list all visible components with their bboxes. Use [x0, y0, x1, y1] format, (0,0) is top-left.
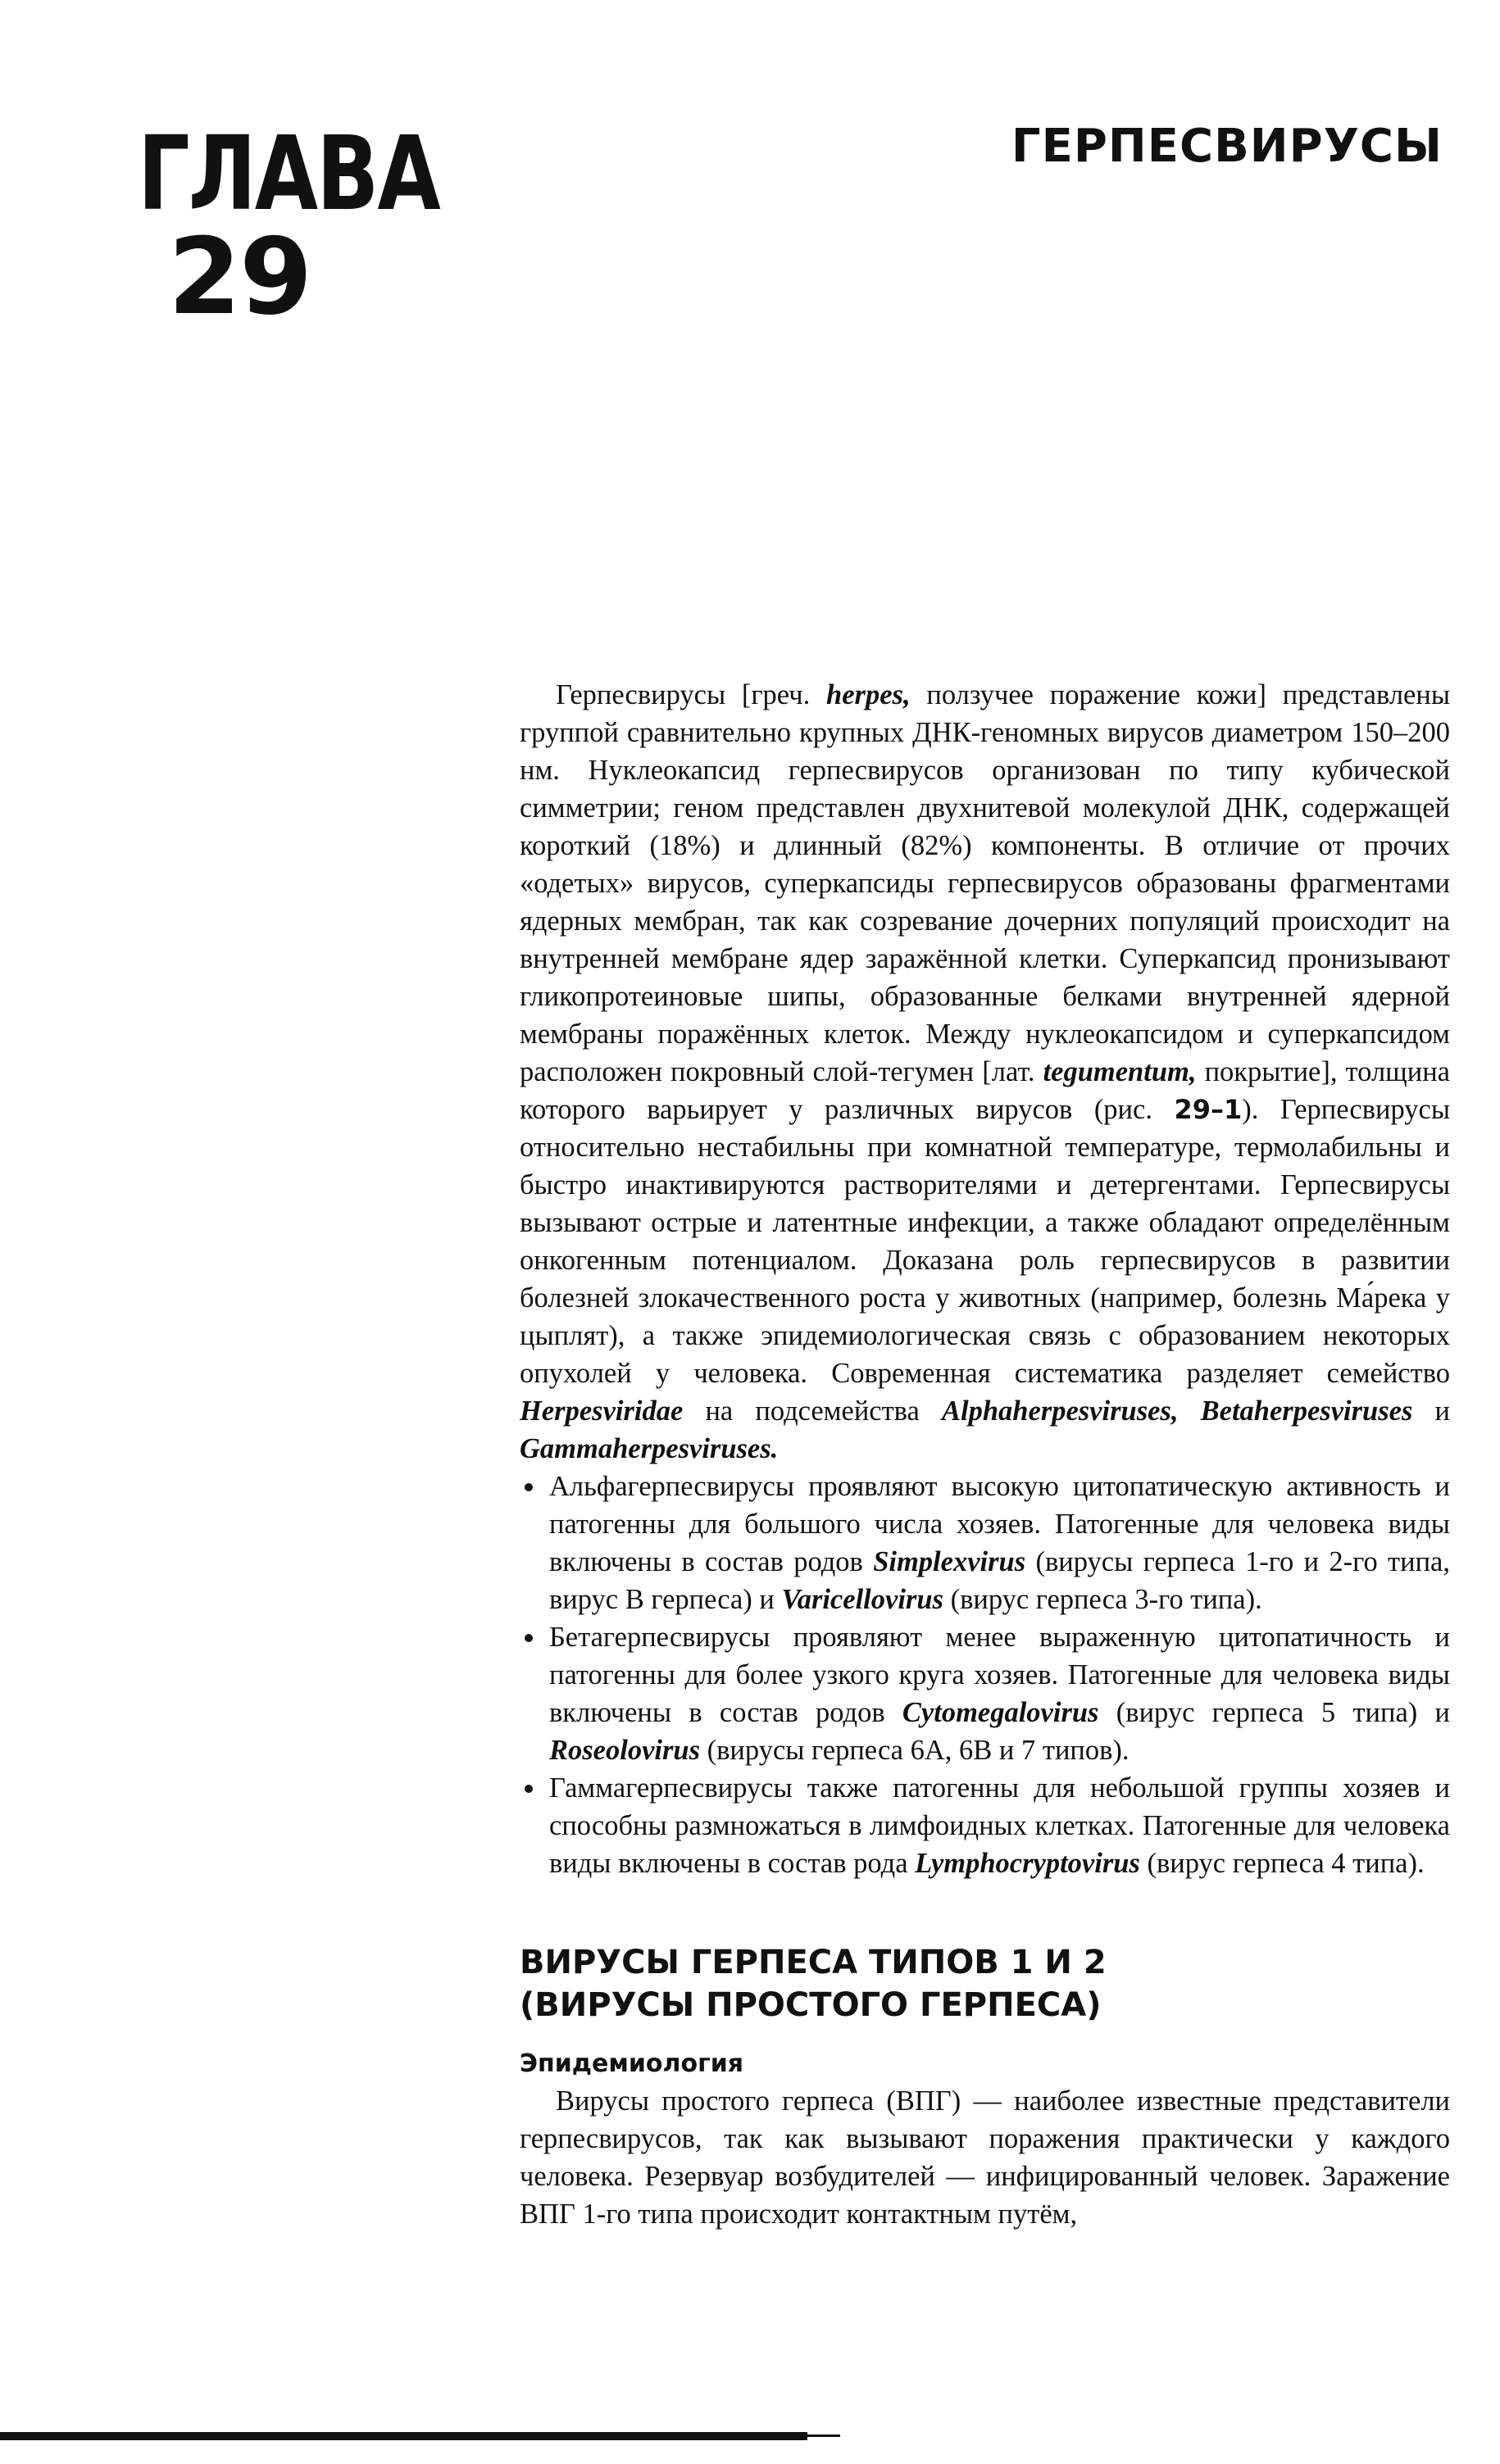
main-text	[520, 676, 1450, 2233]
intro-text: на подсемейства	[683, 1395, 942, 1427]
latin-term: Lymphocryptovirus	[915, 1848, 1140, 1879]
list-item-betaherpes	[520, 1618, 1450, 1769]
intro-text	[1178, 1395, 1200, 1427]
footer-rule	[0, 2432, 807, 2440]
list-item-alphaherpes	[520, 1468, 1450, 1618]
list-item-text: (вирус герпеса 3-го типа).	[943, 1584, 1262, 1615]
section-heading	[520, 1941, 1450, 2026]
list-item-text: (вирус герпеса 4 типа).	[1139, 1848, 1425, 1879]
intro-text: и	[1412, 1395, 1451, 1427]
list-item-text: (вирусы герпеса 1-го и 2-го типа, вирус В герпеса) и	[549, 1546, 1450, 1615]
latin-term: Gammaherpesviruses.	[520, 1433, 779, 1464]
list-item-text: (вирусы герпеса 6А, 6В и 7 типов).	[700, 1735, 1130, 1766]
intro-text: ползучее поражение кожи] представлены группой сравнительно крупных ДНК-геномных вирусов диаметром 150–200 нм. Нуклеокапсид герпесвирусов организован по типу кубической симметрии; геном представлен двухнитевой молекулой ДНК, содержащей короткий (18%) и длинный (82%) компоненты. В отличие от прочих «одетых» вирусов, суперкапсиды герпесвирусов образованы фрагментами ядерных мембран, так как созревание дочерних популяций происходит на внутренней мембране ядер заражённой клетки. Суперкапсид пронизывают гликопротеиновые шипы, образованные белками внутренней ядерной мембраны поражённых клеток. Между нуклеокапсидом и суперкапсидом расположен покровный слой-тегумен [лат.	[520, 679, 1451, 1087]
chapter-title: ГЕРПЕСВИРУСЫ	[1011, 120, 1443, 173]
chapter-number: 29	[168, 216, 311, 338]
intro-paragraph	[520, 676, 1450, 1468]
subfamily-list	[520, 1468, 1450, 1882]
subsection-heading: Эпидемиология	[520, 2049, 744, 2078]
latin-term: Roseolovirus	[549, 1735, 701, 1766]
list-item-text: Бетагерпесвирусы проявляют менее выраженную цитопатичность и патогенны для более узкого круга хозяев. Патогенные для человека виды включены в состав родов	[549, 1622, 1450, 1728]
list-item-text: Альфагерпесвирусы проявляют высокую цитопатическую активность и патогенны для большого числа хозяев. Патогенные для человека виды включены в состав родов	[549, 1471, 1450, 1577]
chapter-label: ГЛАВА	[138, 113, 439, 234]
latin-term: Cytomegalovirus	[902, 1697, 1099, 1728]
latin-term: Betaherpesviruses	[1200, 1395, 1413, 1427]
list-item-text: (вирус герпеса 5 типа) и	[1098, 1697, 1450, 1728]
intro-text: Герпесвирусы [греч.	[556, 679, 827, 710]
section-heading-line: ВИРУСЫ ГЕРПЕСА ТИПОВ 1 И 2	[520, 1944, 1107, 1981]
latin-term: Varicellovirus	[781, 1584, 943, 1615]
figure-reference: 29–1	[1174, 1094, 1243, 1125]
intro-text: ). Герпесвирусы относительно нестабильны при комнатной температуре, термолабильны и быстро инактивируются растворителями и детергентами. Герпесвирусы вызывают острые и латентные инфекции, а также обладают определённым онкогенным потенциалом. Доказана роль герпесвирусов в развитии болезней злокачественного роста у животных (например, болезнь Ма́река у цыплят), а также эпидемиологическая связь с образованием некоторых опухолей у человека. Современная систематика разделяет семейство	[520, 1094, 1450, 1389]
footer-rule-tick	[807, 2435, 840, 2437]
list-item-text: Гаммагерпесвирусы также патогенны для небольшой группы хозяев и способны размножаться в лимфоидных клетках. Патогенные для человека виды включены в состав рода	[549, 1772, 1450, 1879]
latin-term: Alphaherpesviruses,	[941, 1395, 1179, 1427]
list-item-gammaherpes	[520, 1769, 1450, 1882]
intro-text: покрытие], толщина которого варьирует у различных вирусов (рис.	[520, 1056, 1450, 1125]
latin-term: Herpesviridae	[520, 1395, 684, 1427]
section-heading-line: (ВИРУСЫ ПРОСТОГО ГЕРПЕСА)	[520, 1986, 1102, 2024]
epidemiology-paragraph: Вирусы простого герпеса (ВПГ) — наиболее известные представители герпесвирусов, так как вызывают поражения практически у каждого человека. Резервуар возбудителей — инфицированный человек. Заражение ВПГ 1-го типа происходит контактным путём,	[520, 2085, 1450, 2230]
latin-term: tegumentum,	[1043, 1056, 1197, 1087]
latin-term: Simplexvirus	[873, 1546, 1026, 1577]
latin-term: herpes,	[826, 679, 911, 710]
